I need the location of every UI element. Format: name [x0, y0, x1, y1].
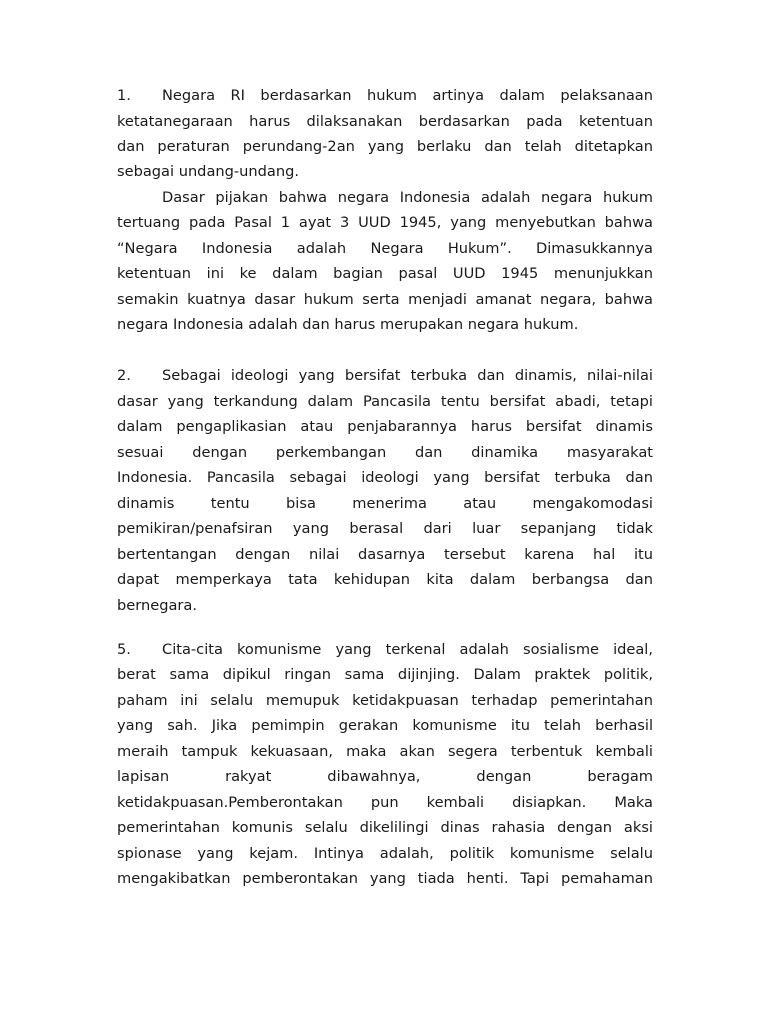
item-2-line-3: dalam pengaplikasian atau penjabarannya harus bersifat dinamis [117, 418, 653, 435]
item-5-line-10: mengakibatkan pemberontakan yang tiada henti. Tapi pemahaman [117, 870, 653, 887]
item-5-line-6: lapisan rakyat dibawahnya, dengan beragam [117, 768, 653, 785]
item-text: Sebagai ideologi yang bersifat terbuka dan dinamis, nilai-nilai [162, 367, 653, 384]
item-2-line-5: Indonesia. Pancasila sebagai ideologi yang bersifat terbuka dan [117, 469, 653, 486]
item-5-line-1 [117, 640, 653, 660]
item-1-line-1 [117, 86, 653, 106]
item-1-para2-line-5: semakin kuatnya dasar hukum serta menjadi amanat negara, bahwa [117, 291, 653, 308]
item-1-para2-line-2: tertuang pada Pasal 1 ayat 3 UUD 1945, yang menyebutkan bahwa [117, 214, 653, 231]
item-number: 1. [117, 87, 131, 104]
item-1-para2-line-6: negara Indonesia adalah dan harus merupakan negara hukum. [117, 316, 579, 333]
item-number: 5. [117, 641, 131, 658]
item-5-line-7: ketidakpuasan.Pemberontakan pun kembali disiapkan. Maka [117, 794, 653, 811]
item-2-line-10: bernegara. [117, 597, 198, 614]
item-2-line-4: sesuai dengan perkembangan dan dinamika masyarakat [117, 444, 653, 461]
item-5-line-2: berat sama dipikul ringan sama dijinjing. Dalam praktek politik, [117, 666, 653, 683]
item-number: 2. [117, 367, 131, 384]
item-1-para2-line-3: “Negara Indonesia adalah Negara Hukum”. Dimasukkannya [117, 240, 653, 257]
item-5-line-8: pemerintahan komunis selalu dikelilingi dinas rahasia dengan aksi [117, 819, 653, 836]
item-5-line-4: yang sah. Jika pemimpin gerakan komunisme itu telah berhasil [117, 717, 653, 734]
item-5-line-9: spionase yang kejam. Intinya adalah, politik komunisme selalu [117, 845, 653, 862]
item-1-para2-line-4: ketentuan ini ke dalam bagian pasal UUD 1945 menunjukkan [117, 265, 653, 282]
item-1-line-3: dan peraturan perundang-2an yang berlaku dan telah ditetapkan [117, 138, 653, 155]
item-text: Cita-cita komunisme yang terkenal adalah sosialisme ideal, [162, 641, 653, 658]
item-text: Negara RI berdasarkan hukum artinya dalam pelaksanaan [162, 87, 653, 104]
item-2-line-1 [117, 366, 653, 386]
item-2-line-6: dinamis tentu bisa menerima atau mengakomodasi [117, 495, 653, 512]
item-2-line-8: bertentangan dengan nilai dasarnya tersebut karena hal itu [117, 546, 653, 563]
item-1-para2-line-1: Dasar pijakan bahwa negara Indonesia adalah negara hukum [162, 189, 653, 206]
item-5-line-5: meraih tampuk kekuasaan, maka akan segera terbentuk kembali [117, 743, 653, 760]
item-1-line-2: ketatanegaraan harus dilaksanakan berdasarkan pada ketentuan [117, 113, 653, 130]
item-1-line-4: sebagai undang-undang. [117, 163, 300, 180]
item-2-line-2: dasar yang terkandung dalam Pancasila tentu bersifat abadi, tetapi [117, 393, 653, 410]
item-2-line-7: pemikiran/penafsiran yang berasal dari luar sepanjang tidak [117, 520, 653, 537]
item-5-line-3: paham ini selalu memupuk ketidakpuasan terhadap pemerintahan [117, 692, 653, 709]
item-2-line-9: dapat memperkaya tata kehidupan kita dalam berbangsa dan [117, 571, 653, 588]
